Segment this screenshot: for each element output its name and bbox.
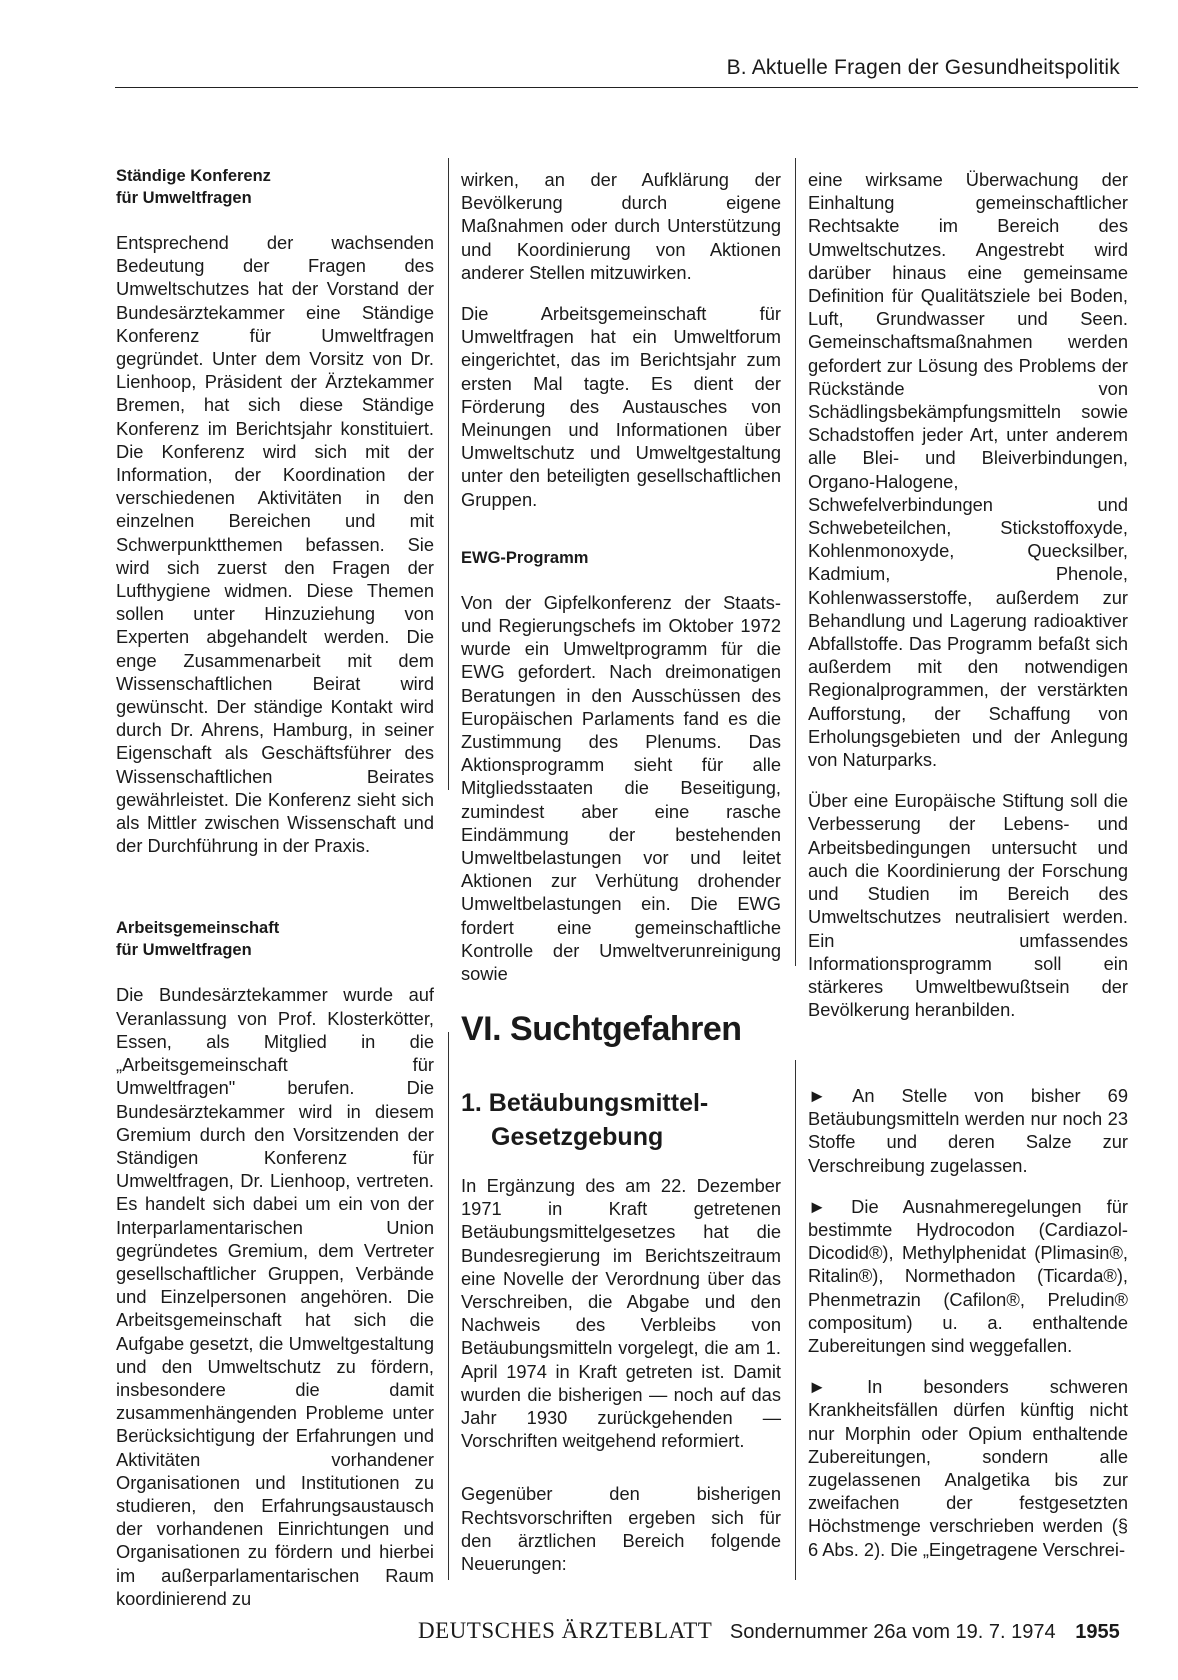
subsection-title xyxy=(461,1086,781,1154)
page-footer xyxy=(418,1618,1120,1644)
column-2 xyxy=(461,168,781,1003)
heading-ewg-programm: EWG-Programm xyxy=(461,548,589,567)
subsection-title-line-2: Gesetzgebung xyxy=(491,1123,664,1151)
paragraph: wirken, an der Aufklärung der Bevölkerung durch eigene Maßnahmen oder durch Unterstützung und Koordinierung von Aktionen anderer Stellen mitzuwirken. xyxy=(461,169,781,283)
paragraph: In Ergänzung des am 22. Dezember 1971 in Kraft getretenen Betäubungsmittelgesetzes hat die Bundesregierung im Berichtszeitraum eine Novelle der Verordnung über das Verschreiben, die Abgabe und den Nachweis des Verbleibs von Betäubungsmitteln vorgelegt, die am 1. April 1974 in Kraft getreten ist. Damit wurden die bisherigen — noch auf das Jahr 1930 zurückgehenden — Vorschriften weitgehend reformiert. xyxy=(461,1175,781,1452)
column-2-lower xyxy=(461,1174,781,1593)
running-header: B. Aktuelle Fragen der Gesundheitspolitik xyxy=(726,56,1120,79)
journal-name: DEUTSCHES ÄRZTEBLATT xyxy=(418,1618,713,1643)
column-divider xyxy=(795,158,796,966)
paragraph: Die Arbeitsgemeinschaft für Umweltfragen hat ein Umweltforum eingerichtet, das im Berichtsjahr zum ersten Mal tagte. Es dient der Förderung des Austausches von Meinungen und Informationen über Umweltschutz und Umweltgestaltung unter den beteiligten gesellschaftlichen Gruppen. xyxy=(461,303,781,510)
paragraph: Gegenüber den bisherigen Rechtsvorschriften ergeben sich für den ärztlichen Bereich folgende Neuerungen: xyxy=(461,1483,781,1575)
column-divider xyxy=(448,158,449,790)
column-divider xyxy=(795,1060,796,1580)
header-rule xyxy=(115,87,1138,88)
bullet-item: ► Die Ausnahmeregelungen für bestimmte Hydrocodon (Cardiazol-Dicodid®), Methylphenidat (Plimasin®, Ritalin®), Normethadon (Ticarda®), Phenmetrazin (Cafilon®, Preludin® compositum) u. a. enthaltende Zubereitungen sind weggefallen. xyxy=(808,1195,1128,1357)
column-3 xyxy=(808,168,1128,1039)
heading-arbeitsgemeinschaft: Arbeitsgemeinschaft für Umweltfragen xyxy=(116,919,280,960)
issue-info: Sondernummer 26a vom 19. 7. 1974 xyxy=(729,1621,1056,1643)
paragraph: Über eine Europäische Stiftung soll die Verbesserung der Lebens- und Arbeitsbedingungen untersucht und auch die Koordinierung der Forschung und Studien im Bereich des Umweltschutzes neutralisiert werden. Ein umfassendes Informationsprogramm soll ein stärkeres Umweltbewußtsein der Bevölkerung heranbilden. xyxy=(808,790,1128,1021)
page-number: 1955 xyxy=(1075,1621,1120,1643)
column-1 xyxy=(116,165,434,1628)
subsection-title-line-1: 1. Betäubungsmittel- xyxy=(461,1089,709,1117)
column-3-lower xyxy=(808,1084,1128,1579)
paragraph: Die Bundesärztekammer wurde auf Veranlassung von Prof. Klosterkötter, Essen, als Mitglied in die „Arbeitsgemeinschaft für Umweltfragen" berufen. Die Bundesärztekammer wird in diesem Gremium durch den Vorsitzenden der Ständigen Konferenz für Umweltfragen, Dr. Lienhoop, vertreten. Es handelt sich dabei um ein von der Interparlamentarischen Union gegründetes Gremium, dem Vertreter gesellschaftlicher Gruppen, Verbände und Einzelpersonen angehören. Die Arbeitsgemeinschaft hat sich die Aufgabe gesetzt, die Umweltgestaltung und den Umweltschutz zu fördern, insbesondere die damit zusammenhängenden Probleme unter Berücksichtigung der Erfahrungen und Aktivitäten vorhandener Organisationen und Institutionen zu studieren, den Erfahrungsaustausch der vorhandenen Einrichtungen und Organisationen zu fördern und hierbei im außerparlamentarischen Raum koordinierend zu xyxy=(116,984,434,1609)
heading-staendige-konferenz: Ständige Konferenz für Umweltfragen xyxy=(116,167,271,207)
paragraph: eine wirksame Überwachung der Einhaltung gemeinschaftlicher Rechtsakte im Bereich des Umweltschutzes. Angestrebt wird darüber hinaus eine gemeinsame Definition für Qualitätsziele bei Boden, Luft, Grundwasser und Seen. Gemeinschaftsmaßnahmen werden gefordert zur Lösung des Problems der Rückstände von Schädlingsbekämpfungsmitteln sowie Schadstoffen jeder Art, unter anderem alle Blei- und Bleiverbindungen, Organo-Halogene, Schwefelverbindungen und Schwebeteilchen, Stickstoffoxyde, Kohlenmonoxyde, Quecksilber, Kadmium, Phenole, Kohlenwasserstoffe, außerdem zur Behandlung und Lagerung radioaktiver Abfallstoffe. Das Programm befaßt sich außerdem mit den notwendigen Regionalprogrammen, der verstärkten Aufforstung, der Schaffung von Erholungsgebieten und der Anlegung von Naturparks. xyxy=(808,169,1128,771)
paragraph: Entsprechend der wachsenden Bedeutung der Fragen des Umweltschutzes hat der Vorstand der Bundesärztekammer eine Ständige Konferenz für Umweltfragen gegründet. Unter dem Vorsitz von Dr. Lienhoop, Präsident der Ärztekammer Bremen, hat sich diese Ständige Konferenz im Berichtsjahr konstituiert. Die Konferenz wird sich mit der Information, der Koordination der verschiedenen Aktivitäten in den einzelnen Bereichen und mit Schwerpunktthemen befassen. Sie wird sich zuerst den Fragen der Lufthygiene widmen. Diese Themen sollen unter Hinzuziehung von Experten abgehandelt werden. Die enge Zusammenarbeit mit dem Wissenschaftlichen Beirat wird gewünscht. Der ständige Kontakt wird durch Dr. Ahrens, Hamburg, in seiner Eigenschaft als Geschäftsführer des Wissenschaftlichen Beirates gewährleistet. Die Konferenz sieht sich als Mittler zwischen Wissenschaft und der Durchführung in der Praxis. xyxy=(116,232,434,857)
section-title: VI. Suchtgefahren xyxy=(461,1010,742,1048)
bullet-item: ► In besonders schweren Krankheitsfällen dürfen künftig nicht nur Morphin oder Opium enthaltende Zubereitungen, sondern alle zugelassenen Analgetika bis zur zweifachen der festgesetzten Höchstmenge verschrieben werden (§ 6 Abs. 2). Die „Eingetragene Verschrei- xyxy=(808,1376,1128,1560)
bullet-item: ► An Stelle von bisher 69 Betäubungsmitteln werden nur noch 23 Stoffe und deren Salze zur Verschreibung zugelassen. xyxy=(808,1085,1128,1176)
column-divider xyxy=(448,1032,449,1580)
paragraph: Von der Gipfelkonferenz der Staats- und Regierungschefs im Oktober 1972 wurde ein Umweltprogramm für die EWG gefordert. Nach dreimonatigen Beratungen in den Ausschüssen des Europäischen Parlaments fand es die Zustimmung des Plenums. Das Aktionsprogramm sieht für alle Mitgliedsstaaten die Beseitigung, zumindest aber eine rasche Eindämmung der bestehenden Umweltbelastungen vor und leitet Aktionen zur Verhütung drohender Umweltbelastungen ein. Die EWG fordert eine gemeinschaftliche Kontrolle der Umweltverunreinigung sowie xyxy=(461,591,781,985)
